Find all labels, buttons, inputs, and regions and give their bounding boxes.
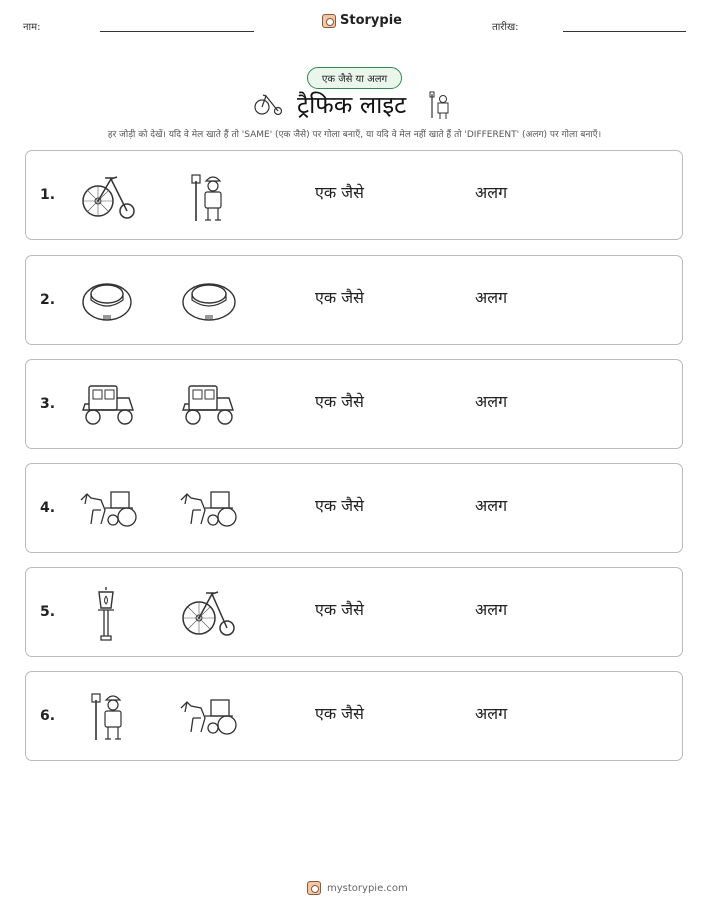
worksheet-type-badge: एक जैसे या अलग [307, 67, 402, 89]
instructions: हर जोड़ी को देखें। यदि वे मेल खाते हैं तो 'SAME' (एक जैसे) पर गोला बनाएँ, या यदि वे मेल नहीं खाते हैं तो 'DIFFERENT' (अलग) पर गोला बनाएँ। [107, 130, 602, 140]
policeman-icon [89, 690, 129, 742]
question-row-2 [25, 255, 683, 345]
button-icon [81, 278, 133, 324]
car-icon [81, 384, 137, 426]
storypie-logo-icon [307, 881, 321, 895]
option-different[interactable]: अलग [475, 704, 508, 723]
question-number: 3. [40, 396, 56, 412]
option-same[interactable]: एक जैसे [315, 392, 364, 411]
bicycle-icon [254, 92, 284, 118]
option-same[interactable]: एक जैसे [315, 600, 364, 619]
option-different[interactable]: अलग [475, 288, 508, 307]
question-row-4 [25, 463, 683, 553]
bicycle-icon [81, 173, 137, 221]
car-icon [181, 384, 237, 426]
option-same[interactable]: एक जैसे [315, 704, 364, 723]
option-different[interactable]: अलग [475, 600, 508, 619]
question-number: 4. [40, 500, 56, 516]
question-number: 2. [40, 292, 56, 308]
name-line[interactable] [100, 31, 254, 32]
date-label: तारीख: [492, 22, 519, 33]
option-different[interactable]: अलग [475, 183, 508, 202]
footer-url[interactable]: mystorypie.com [327, 882, 408, 894]
policeman-icon [428, 90, 452, 120]
bicycle-icon [181, 588, 237, 638]
question-row-1 [25, 150, 683, 240]
horse-carriage-icon [79, 490, 139, 528]
option-same[interactable]: एक जैसे [315, 496, 364, 515]
question-number: 5. [40, 604, 56, 620]
storypie-logo-icon [322, 14, 336, 28]
option-same[interactable]: एक जैसे [315, 183, 364, 202]
option-same[interactable]: एक जैसे [315, 288, 364, 307]
button-icon [181, 278, 237, 324]
date-line[interactable] [563, 31, 686, 32]
option-different[interactable]: अलग [475, 496, 508, 515]
horse-carriage-icon [179, 698, 239, 736]
brand-logo [322, 13, 402, 28]
option-different[interactable]: अलग [475, 392, 508, 411]
question-row-3 [25, 359, 683, 449]
question-row-5 [25, 567, 683, 657]
horse-carriage-icon [179, 490, 239, 528]
policeman-icon [189, 171, 229, 223]
street-lamp-icon [93, 586, 119, 642]
page-title: ट्रैफिक लाइट [297, 91, 407, 119]
question-row-6 [25, 671, 683, 761]
question-number: 6. [40, 708, 56, 724]
question-number: 1. [40, 187, 56, 203]
name-label: नाम: [23, 22, 41, 33]
brand-name: Storypie [340, 13, 402, 28]
footer [307, 881, 408, 895]
